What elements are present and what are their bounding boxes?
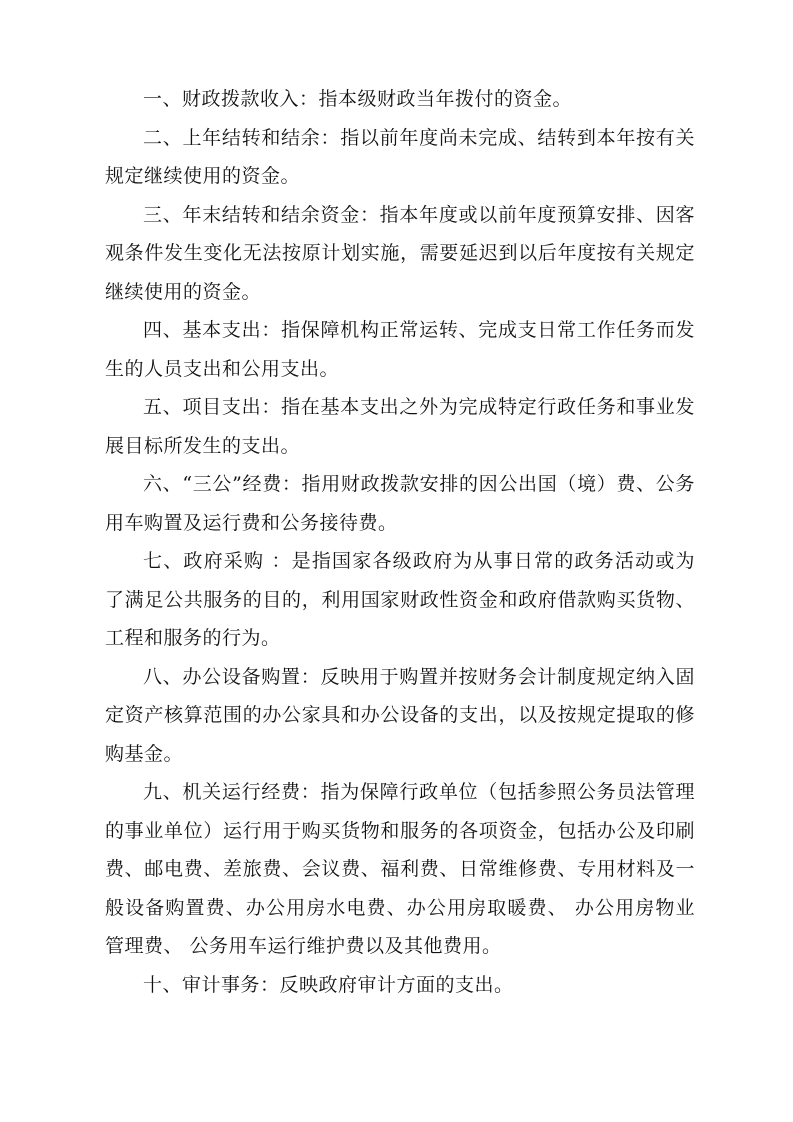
- document-body: [105, 80, 695, 1004]
- paragraph-9: 九、机关运行经费：指为保障行政单位（包括参照公务员法管理的事业单位）运行用于购买货物和服务的各项资金，包括办公及印刷费、邮电费、差旅费、会议费、福利费、日常维修费、专用材料及一般设备购置费、办公用房水电费、办公用房取暖费、 办公用房物业管理费、 公务用车运行维护费以及其他费用。: [105, 781, 695, 957]
- paragraph-5: 五、项目支出：指在基本支出之外为完成特定行政任务和事业发展目标所发生的支出。: [105, 396, 695, 457]
- paragraph-4: 四、基本支出：指保障机构正常运转、完成支日常工作任务而发生的人员支出和公用支出。: [105, 319, 695, 380]
- paragraph-7: 七、政府采购 ：是指国家各级政府为从事日常的政务活动或为了满足公共服务的目的，利用国家财政性资金和政府借款购买货物、工程和服务的行为。: [105, 550, 695, 649]
- paragraph-6: 六、“三公”经费：指用财政拨款安排的因公出国（境）费、公务用车购置及运行费和公务接待费。: [105, 473, 695, 534]
- paragraph-8: 八、办公设备购置：反映用于购置并按财务会计制度规定纳入固定资产核算范围的办公家具和办公设备的支出，以及按规定提取的修购基金。: [105, 665, 695, 765]
- paragraph-3: 三、年末结转和结余资金：指本年度或以前年度预算安排、因客观条件发生变化无法按原计划实施，需要延迟到以后年度按有关规定继续使用的资金。: [105, 203, 695, 303]
- paragraph-2: 二、上年结转和结余：指以前年度尚未完成、结转到本年按有关规定继续使用的资金。: [105, 126, 695, 187]
- paragraph-10: 十、审计事务：反映政府审计方面的支出。: [143, 973, 514, 996]
- paragraph-1: 一、财政拨款收入：指本级财政当年拨付的资金。: [143, 88, 573, 110]
